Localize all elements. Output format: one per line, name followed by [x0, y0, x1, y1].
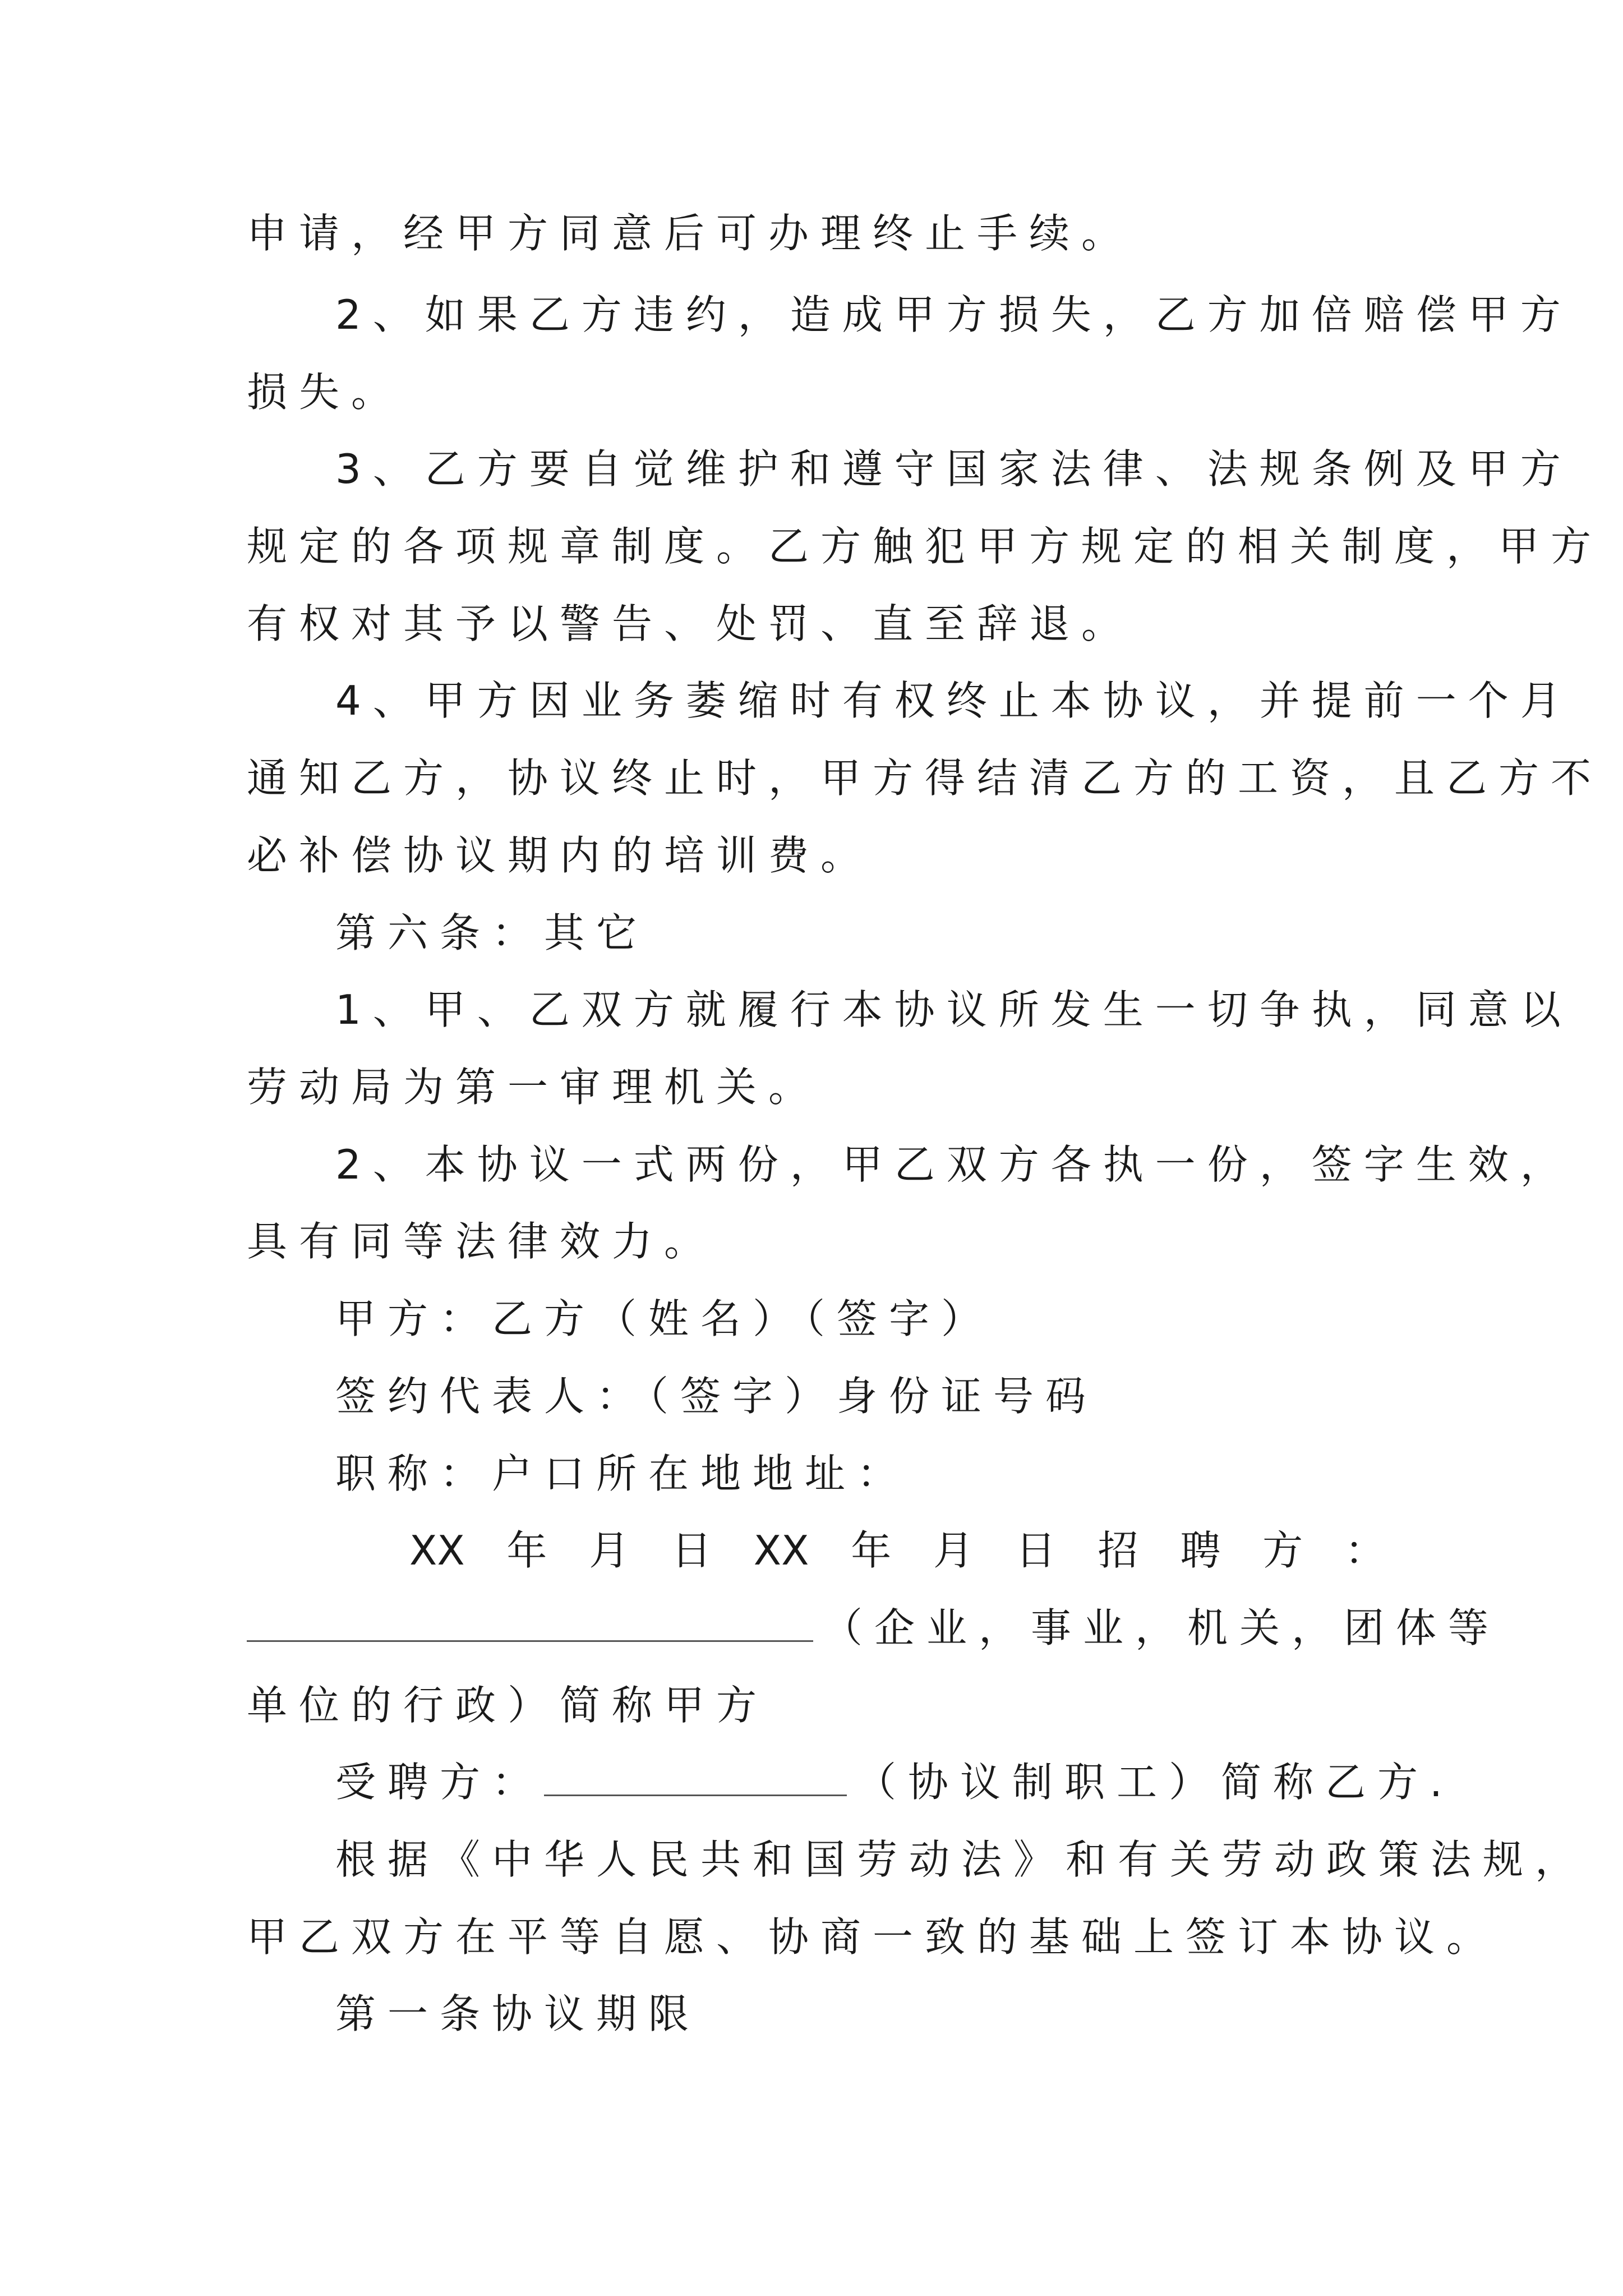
fill-in-blank: [247, 1608, 813, 1642]
fill-in-blank: [544, 1762, 847, 1796]
date-row: [409, 1527, 1385, 1574]
text-line: 2、本协议一式两份，甲乙双方各执一份，签字生效，: [335, 1141, 1573, 1188]
text-line: 通知乙方，协议终止时，甲方得结清乙方的工资，且乙方不: [247, 754, 1603, 802]
date-token: 月: [589, 1527, 630, 1574]
text-line: 4、甲方因业务萎缩时有权终止本协议，并提前一个月: [335, 677, 1573, 724]
text-segment: （协议制职工）简称乙方.: [856, 1759, 1454, 1806]
signature-line: 甲方：乙方（姓名）（签字）: [335, 1295, 994, 1342]
date-token: 方: [1262, 1527, 1303, 1574]
date-token: 月: [933, 1527, 974, 1574]
text-line: [335, 1759, 1474, 1806]
date-token: 日: [1015, 1527, 1056, 1574]
date-token: 招: [1098, 1527, 1138, 1574]
text-line: 申请，经甲方同意后可办理终止手续。: [247, 210, 1134, 257]
date-token: 日: [671, 1527, 712, 1574]
date-token: 年: [506, 1527, 547, 1574]
date-token: ：: [1344, 1527, 1385, 1574]
signature-line: 职称：户口所在地地址：: [335, 1450, 910, 1497]
text-line: 2、如果乙方违约，造成甲方损失，乙方加倍赔偿甲方: [335, 291, 1573, 338]
text-line: 1、甲、乙双方就履行本协议所发生一切争执，同意以: [335, 986, 1573, 1033]
text-line: 有权对其予以警告、处罚、直至辞退。: [247, 600, 1134, 647]
signature-line: 签约代表人：（签字）身份证号码: [335, 1373, 1098, 1420]
text-line: 单位的行政）简称甲方: [247, 1682, 769, 1729]
text-line: 劳动局为第一审理机关。: [247, 1064, 821, 1111]
date-token: 聘: [1180, 1527, 1221, 1574]
text-line: 3、乙方要自觉维护和遵守国家法律、法规条例及甲方: [335, 445, 1573, 493]
text-segment: （企业，事业，机关，团体等: [822, 1604, 1501, 1651]
section-heading: 第六条：其它: [335, 909, 649, 956]
date-token: 年: [851, 1527, 892, 1574]
text-segment: 受聘方：: [335, 1759, 545, 1806]
section-heading: 第一条协议期限: [335, 1990, 701, 2037]
date-token: XX: [409, 1527, 465, 1574]
text-line: 甲乙双方在平等自愿、协商一致的基础上签订本协议。: [247, 1913, 1499, 1961]
text-line: 具有同等法律效力。: [247, 1218, 717, 1265]
text-line: 必补偿协议期内的培训费。: [247, 832, 873, 879]
text-line: 根据《中华人民共和国劳动法》和有关劳动政策法规，: [335, 1836, 1588, 1883]
text-line: 损失。: [247, 369, 404, 416]
date-token: XX: [753, 1527, 809, 1574]
text-line: 规定的各项规章制度。乙方触犯甲方规定的相关制度，甲方: [247, 523, 1603, 570]
text-line: [247, 1604, 1501, 1651]
